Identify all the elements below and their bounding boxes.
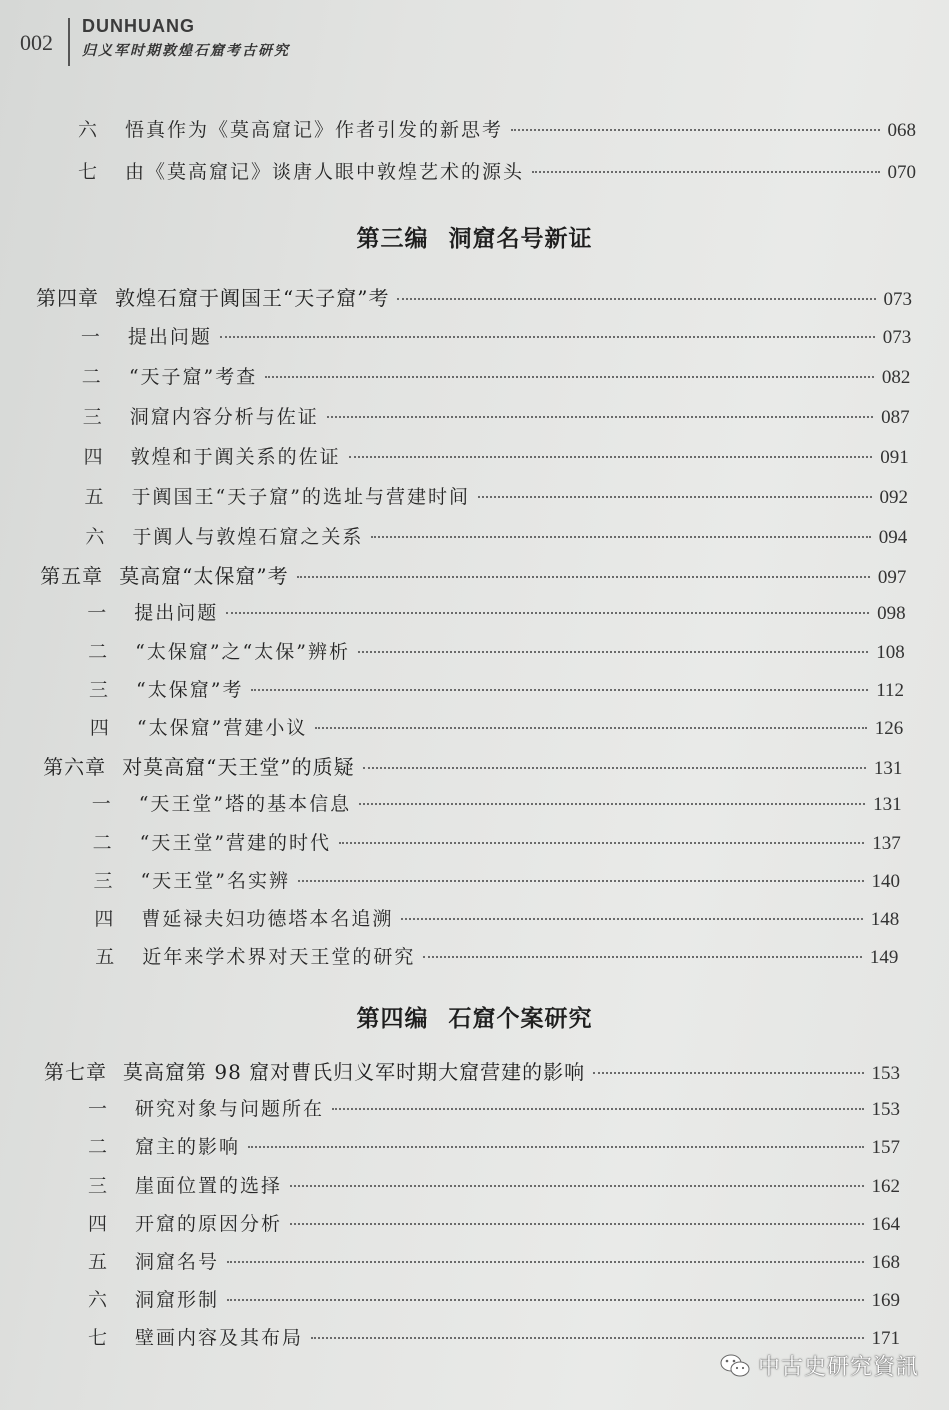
- toc-section-row: [88, 1247, 900, 1279]
- dot-leader: [371, 536, 870, 538]
- toc-section-row: [85, 522, 907, 554]
- toc-entry-title: 提出问题: [134, 602, 219, 625]
- toc-entry-title: 曹延禄夫妇功德塔本名追溯: [141, 908, 394, 930]
- toc-section-row: [92, 789, 902, 821]
- toc-section-row: [82, 362, 911, 394]
- dot-leader: [401, 918, 862, 920]
- toc-page-number: 131: [873, 758, 903, 780]
- toc-entry-title: 窟主的影响: [135, 1136, 241, 1159]
- toc-section-row: [94, 866, 901, 898]
- toc-page-number: 073: [882, 327, 912, 348]
- toc-page-number: 137: [872, 832, 901, 854]
- toc-entry-title: 于阗人与敦煌石窟之关系: [132, 526, 364, 548]
- toc-entry-title: 洞窟形制: [135, 1289, 220, 1312]
- toc-page-number: 097: [877, 567, 907, 589]
- toc-section-row: [95, 942, 898, 974]
- toc-entry-number: 二: [88, 1136, 108, 1159]
- dot-leader: [327, 416, 873, 418]
- toc-section-row: [88, 1094, 900, 1126]
- toc-entry-title: 提出问题: [127, 326, 212, 348]
- toc-page-number: 157: [871, 1137, 900, 1159]
- toc-entry-number: 六: [78, 119, 98, 141]
- page-number: 002: [20, 30, 53, 55]
- toc-section-row: [78, 157, 916, 189]
- toc-page-number: 094: [878, 527, 908, 548]
- toc-section-row: [85, 482, 909, 514]
- toc-page-number: 070: [887, 162, 916, 183]
- toc-entry-number: 三: [93, 869, 113, 892]
- toc-page-number: 149: [869, 947, 899, 969]
- dot-leader: [251, 689, 868, 691]
- toc-entry-number: 四: [89, 717, 109, 739]
- dot-leader: [227, 1261, 863, 1263]
- toc-entry-number: 六: [88, 1289, 108, 1312]
- toc-page-number: 153: [871, 1099, 900, 1121]
- toc-entry-number: 五: [84, 486, 104, 508]
- dot-leader: [290, 1185, 863, 1187]
- toc-entry-title: “天子窟”考查: [128, 366, 258, 388]
- toc-entry-title: 莫高窟第 98 窟对曹氏归义军时期大窟营建的影响: [123, 1060, 586, 1084]
- dot-leader: [290, 1223, 863, 1225]
- toc-chapter-row: [40, 560, 906, 592]
- toc-entry-number: 一: [87, 602, 107, 625]
- toc-entry-title: “天王堂”营建的时代: [139, 831, 332, 854]
- toc-section-row: [89, 675, 904, 707]
- dot-leader: [227, 1299, 863, 1301]
- toc-entry-number: 五: [95, 946, 115, 969]
- toc-section-row: [87, 598, 905, 630]
- toc-page-number: 092: [879, 487, 908, 508]
- toc-entry-number: 一: [88, 1098, 108, 1121]
- toc-page-number: 162: [871, 1175, 900, 1197]
- toc-entry-number: 第七章: [44, 1060, 107, 1084]
- toc-entry-number: 第五章: [40, 564, 104, 589]
- toc-entry-title: “天王堂”名实辨: [140, 869, 290, 892]
- dot-leader: [593, 1072, 863, 1074]
- toc-entry-number: 四: [88, 1212, 108, 1235]
- dot-leader: [339, 842, 864, 844]
- dot-leader: [397, 298, 875, 300]
- dot-leader: [532, 171, 879, 173]
- part-title: 石窟个案研究: [448, 1006, 593, 1032]
- toc-section-row: [81, 322, 911, 354]
- watermark-text: 中古史研究資訊: [757, 1355, 919, 1380]
- toc-page-number: 108: [876, 641, 905, 663]
- toc-page-number: 087: [881, 407, 910, 428]
- part-heading-4: [0, 1000, 949, 1033]
- toc-entry-number: 三: [88, 1174, 108, 1197]
- part-heading-3: [0, 220, 949, 253]
- toc-entry-title: 莫高窟“太保窟”考: [119, 564, 289, 589]
- toc-entry-title: 敦煌和于阗关系的佐证: [130, 446, 341, 468]
- toc-entry-number: 三: [82, 406, 102, 428]
- toc-entry-title: 于阗国王“天子窟”的选址与营建时间: [131, 486, 470, 508]
- dot-leader: [315, 727, 866, 729]
- toc-page-number: 153: [871, 1063, 900, 1084]
- toc-entry-title: 研究对象与问题所在: [135, 1098, 325, 1121]
- toc-chapter-row: [36, 282, 912, 314]
- toc-entry-title: “太保窟”考: [136, 678, 244, 701]
- toc-page-number: 148: [870, 909, 900, 930]
- dot-leader: [363, 767, 866, 769]
- toc-page-number: 082: [881, 367, 911, 388]
- book-subtitle: 归义军时期敦煌石窟考古研究: [82, 43, 290, 59]
- toc-page-number: 171: [871, 1328, 900, 1350]
- toc-entry-title: 近年来学术界对天王堂的研究: [142, 946, 416, 969]
- dot-leader: [311, 1337, 863, 1339]
- toc-section-row: [94, 904, 899, 936]
- watermark: [720, 1350, 919, 1381]
- toc-section-row: [88, 1285, 900, 1317]
- toc-entry-title: 由《莫高窟记》谈唐人眼中敦煌艺术的源头: [125, 161, 525, 183]
- toc-entry-title: 洞窟名号: [135, 1251, 220, 1273]
- toc-page-number: 169: [871, 1290, 900, 1312]
- part-title: 洞窟名号新证: [448, 226, 593, 252]
- toc-entry-title: 壁画内容及其布局: [135, 1327, 304, 1350]
- toc-entry-number: 三: [89, 678, 109, 701]
- toc-page-number: 126: [874, 718, 904, 739]
- toc-entry-title: 对莫高窟“天王堂”的质疑: [122, 755, 355, 780]
- toc-page-number: 091: [880, 447, 909, 468]
- toc-entry-title: “天王堂”塔的基本信息: [138, 793, 352, 816]
- toc-page-number: 073: [883, 289, 912, 310]
- toc-entry-number: 六: [85, 526, 105, 548]
- dot-leader: [226, 612, 869, 614]
- toc-section-row: [84, 442, 909, 474]
- dot-leader: [423, 956, 862, 958]
- toc-entry-number: 七: [78, 161, 98, 183]
- dot-leader: [511, 129, 879, 131]
- toc-entry-title: 崖面位置的选择: [135, 1174, 283, 1197]
- dot-leader: [265, 376, 874, 378]
- toc-entry-title: 开窟的原因分析: [135, 1212, 283, 1235]
- toc-entry-title: 洞窟内容分析与佐证: [129, 406, 319, 428]
- toc-entry-number: 二: [92, 831, 112, 854]
- wechat-icon: [720, 1353, 750, 1379]
- dot-leader: [359, 803, 865, 805]
- dot-leader: [220, 336, 875, 338]
- toc-page-number: 098: [877, 603, 906, 625]
- toc-entry-number: 四: [83, 446, 103, 468]
- toc-entry-number: 一: [80, 326, 100, 348]
- toc-page-number: 168: [871, 1252, 900, 1273]
- toc-page-number: 164: [871, 1213, 900, 1235]
- part-label: 第三编: [356, 226, 429, 252]
- toc-page-number: 131: [873, 794, 902, 816]
- dot-leader: [349, 456, 873, 458]
- toc-entry-number: 第四章: [36, 286, 99, 310]
- dot-leader: [478, 496, 872, 498]
- toc-entry-title: 敦煌石窟于阗国王“天子窟”考: [115, 286, 390, 310]
- toc-section-row: [88, 637, 905, 669]
- dot-leader: [297, 576, 870, 578]
- toc-section-row: [88, 1171, 900, 1203]
- toc-entry-number: 二: [81, 366, 101, 388]
- series-title: DUNHUANG: [82, 16, 195, 36]
- toc-page-number: 112: [876, 679, 904, 701]
- toc-entry-number: 七: [88, 1327, 108, 1350]
- toc-entry-number: 二: [88, 640, 108, 663]
- toc-entry-title: 悟真作为《莫高窟记》作者引发的新思考: [125, 119, 504, 141]
- toc-entry-number: 四: [94, 908, 114, 930]
- toc-section-row: [88, 1209, 900, 1241]
- dot-leader: [298, 880, 864, 882]
- toc-entry-number: 五: [88, 1251, 108, 1273]
- toc-section-row: [90, 713, 903, 745]
- dot-leader: [332, 1108, 863, 1110]
- toc-page-number: 068: [887, 120, 916, 141]
- toc-section-row: [88, 1132, 900, 1164]
- toc-section-row: [93, 828, 901, 860]
- toc-section-row: [83, 402, 910, 434]
- toc-entry-number: 一: [91, 793, 111, 816]
- toc-page-number: 140: [871, 870, 900, 892]
- toc-chapter-row: [44, 1056, 900, 1088]
- toc-chapter-row: [43, 751, 902, 783]
- part-label: 第四编: [356, 1006, 429, 1032]
- toc-entry-title: “太保窟”营建小议: [136, 717, 308, 739]
- toc-section-row: [78, 115, 916, 147]
- toc-entry-number: 第六章: [43, 755, 107, 780]
- dot-leader: [248, 1146, 863, 1148]
- toc-entry-title: “太保窟”之“太保”辨析: [135, 640, 350, 663]
- dot-leader: [358, 651, 868, 653]
